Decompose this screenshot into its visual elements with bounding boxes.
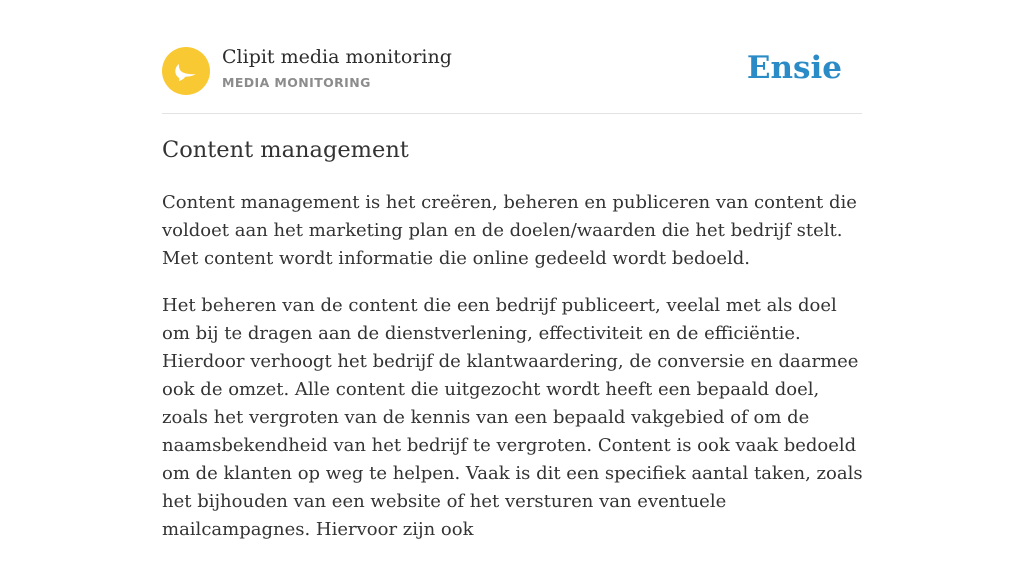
header bbox=[162, 40, 862, 114]
brand-subtitle: MEDIA MONITORING bbox=[222, 75, 371, 90]
brand-logo[interactable] bbox=[162, 47, 210, 95]
paragraph: Het beheren van de content die een bedrijf publiceert, veelal met als doel om bij te dragen aan de dienstverlening, effectiviteit en de efficiëntie. Hierdoor verhoogt het bedrijf de klantwaardering, de conversie en daarmee ook de omzet. Alle content die uitgezocht wordt heeft een bepaald doel, zoals het vergroten van de kennis van een bepaald vakgebied of om de naamsbekendheid van het bedrijf te vergroten. Content is ook vaak bedoeld om de klanten op weg te helpen. Vaak is dit een specifiek aantal taken, zoals het bijhouden van een website of het versturen van eventuele mailcampagnes. Hiervoor zijn ook bbox=[162, 295, 863, 540]
site-logo[interactable]: Ensie bbox=[746, 50, 842, 86]
article-body bbox=[162, 189, 867, 563]
brand-name[interactable]: Clipit media monitoring bbox=[222, 46, 452, 68]
paragraph: Content management is het creëren, beheren en publiceren van content die voldoet aan het marketing plan en de doelen/waarden die het bedrijf stelt. Met content wordt informatie die online gedeeld wordt bedoeld. bbox=[162, 192, 857, 269]
page-title: Content management bbox=[162, 137, 409, 163]
speech-bubble-icon bbox=[162, 47, 210, 95]
